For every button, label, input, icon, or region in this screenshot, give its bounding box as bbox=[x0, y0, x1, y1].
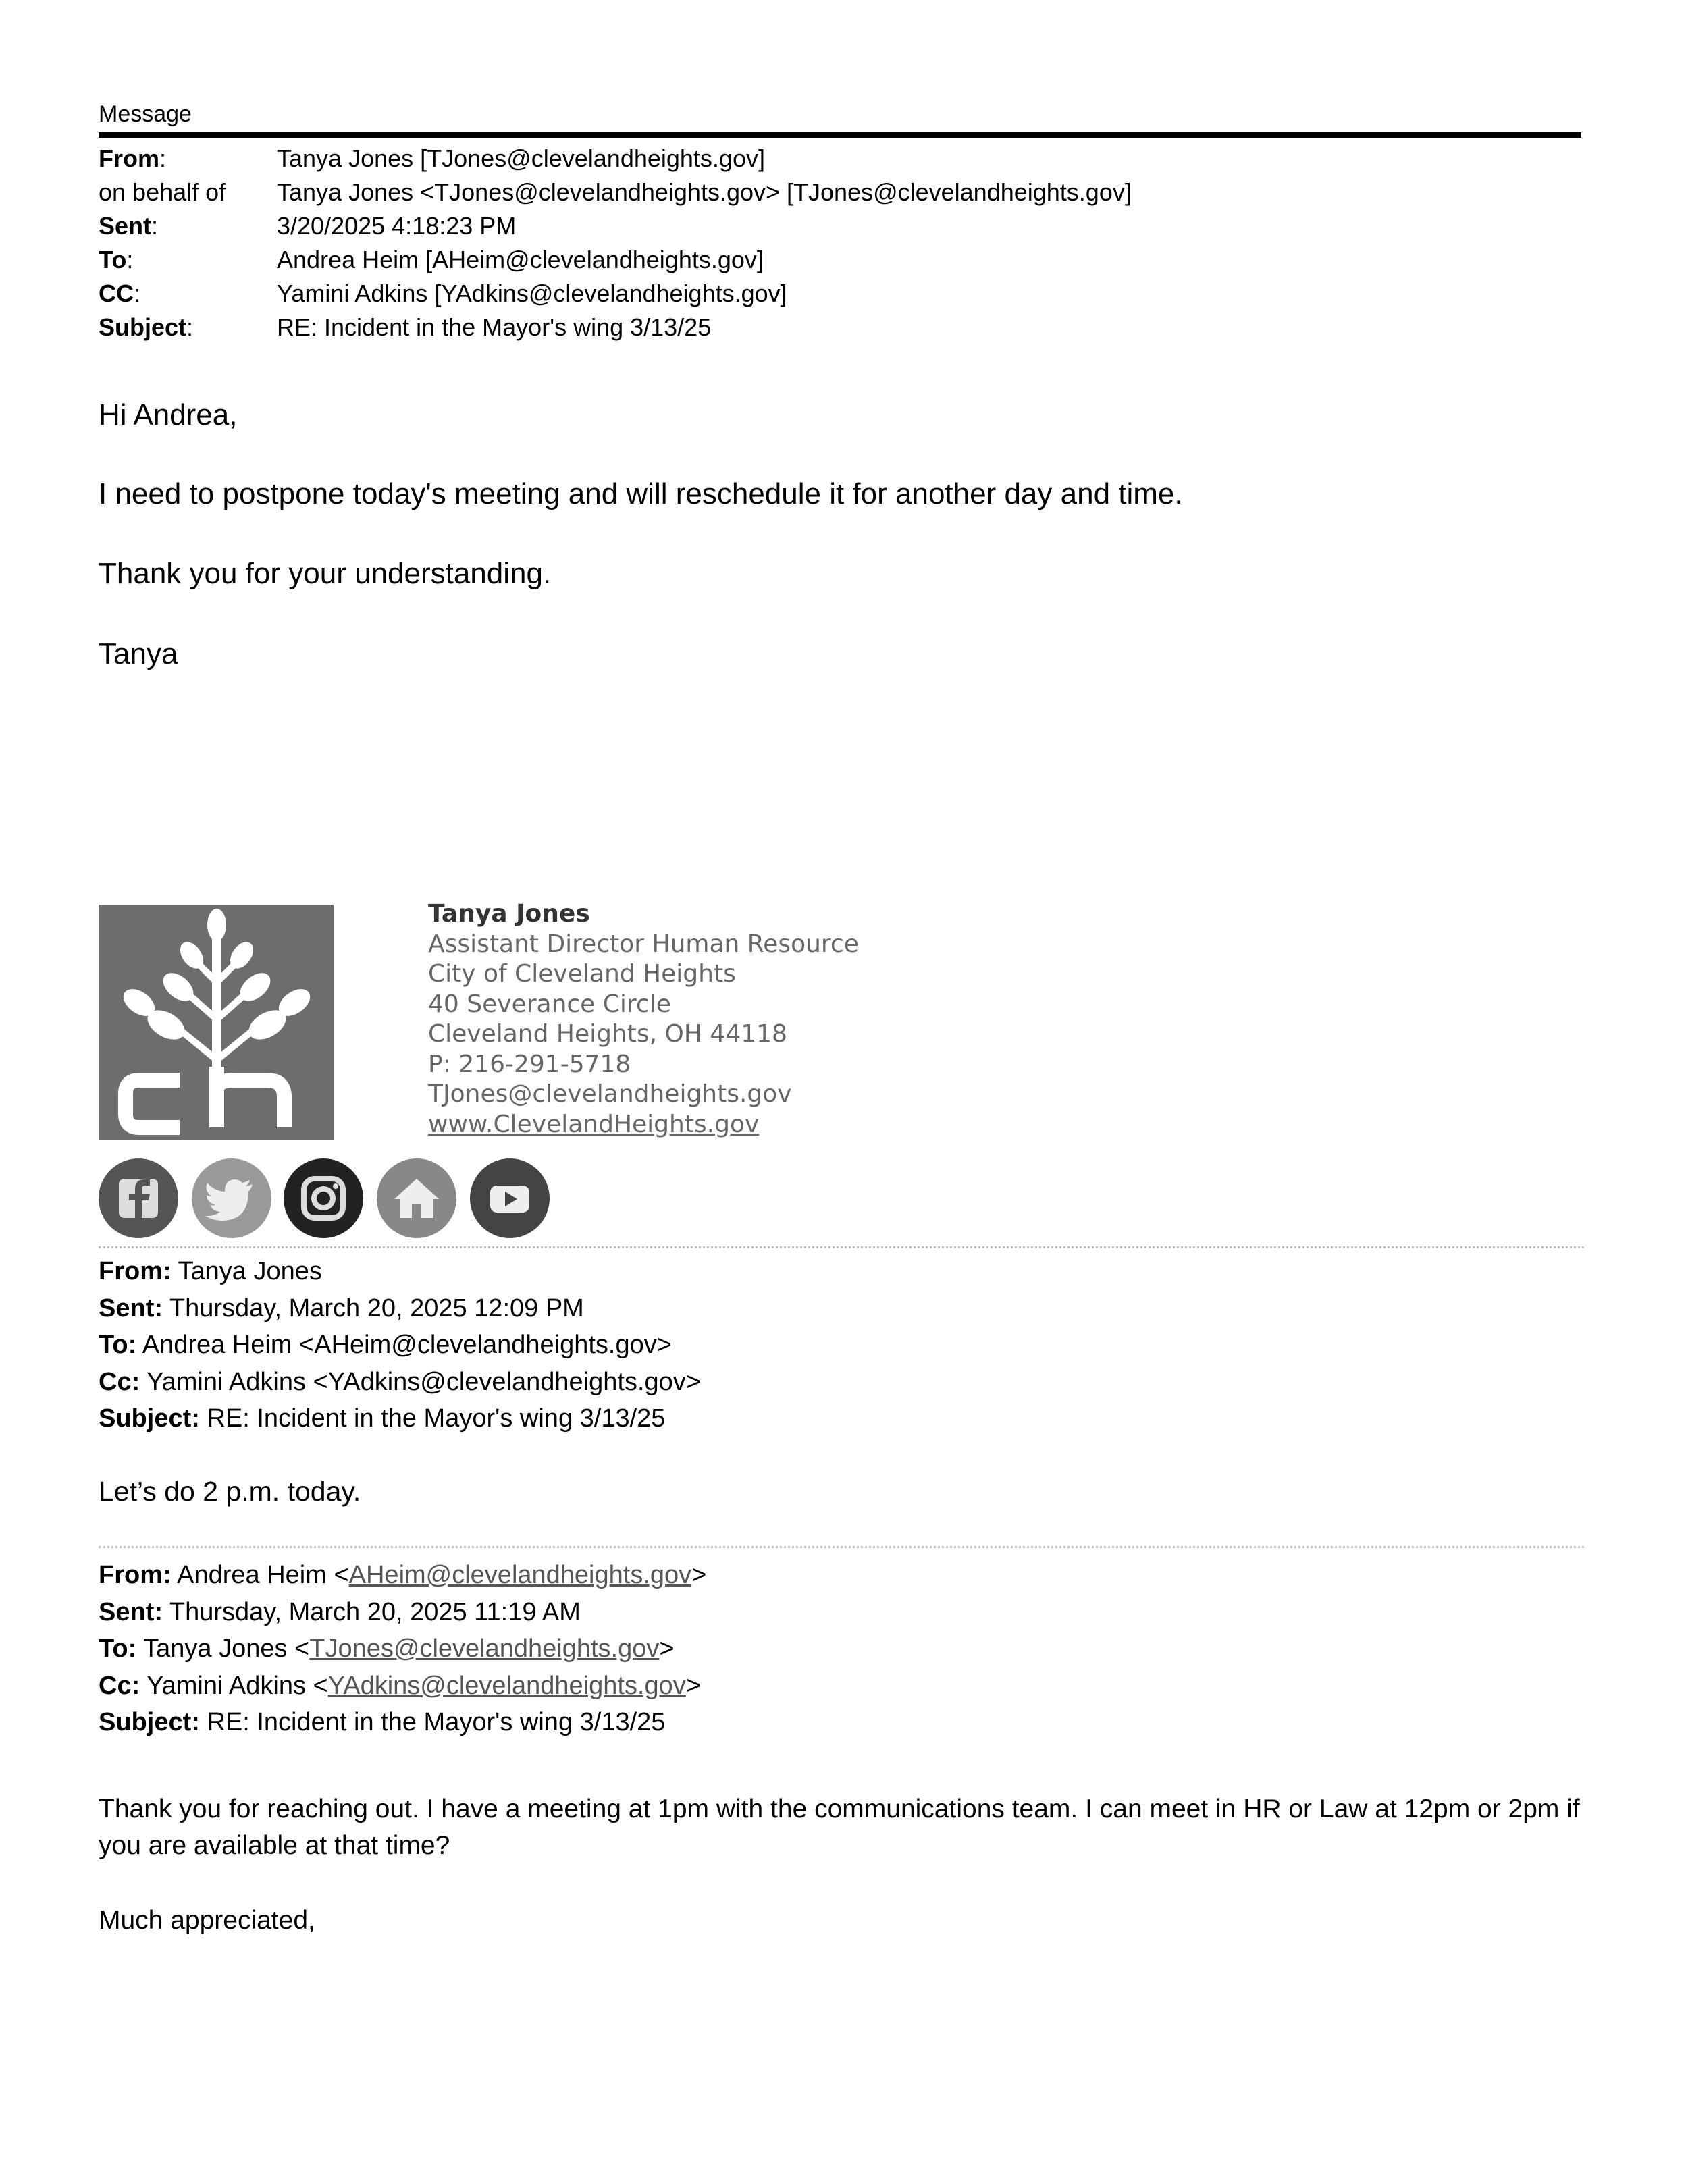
reply1-cc: Cc: Yamini Adkins <YAdkins@clevelandheights.gov> bbox=[99, 1367, 701, 1396]
instagram-icon[interactable] bbox=[282, 1157, 365, 1240]
reply1-headers bbox=[99, 1253, 701, 1437]
header-label: Subject: bbox=[99, 313, 194, 341]
header-value: Tanya Jones [TJones@clevelandheights.gov] bbox=[277, 144, 765, 172]
signature-address-2: Cleveland Heights, OH 44118 bbox=[428, 1020, 787, 1048]
twitter-icon[interactable] bbox=[190, 1157, 273, 1240]
reply2-to-email-link[interactable]: TJones@clevelandheights.gov bbox=[309, 1634, 660, 1663]
header-value: 3/20/2025 4:18:23 PM bbox=[277, 212, 517, 240]
header-label: on behalf of bbox=[99, 178, 226, 206]
reply2-from: From: Andrea Heim <AHeim@clevelandheights.gov> bbox=[99, 1561, 707, 1589]
facebook-icon[interactable] bbox=[97, 1157, 180, 1240]
reply2-headers bbox=[99, 1557, 706, 1741]
header-rule bbox=[99, 132, 1581, 138]
body-line-2: Thank you for your understanding. bbox=[99, 557, 552, 590]
reply2-cc: Cc: Yamini Adkins <YAdkins@clevelandheights.gov> bbox=[99, 1671, 701, 1700]
header-label: From: bbox=[99, 144, 167, 172]
header-value: RE: Incident in the Mayor's wing 3/13/25 bbox=[277, 313, 712, 341]
reply2-to: To: Tanya Jones <TJones@clevelandheights.gov> bbox=[99, 1634, 675, 1663]
reply2-subject: Subject: RE: Incident in the Mayor's wing 3/13/25 bbox=[99, 1708, 666, 1736]
reply2-cc-email-link[interactable]: YAdkins@clevelandheights.gov bbox=[327, 1671, 686, 1700]
body-line-1: I need to postpone today's meeting and will reschedule it for another day and time. bbox=[99, 477, 1183, 510]
reply1-from: From: Tanya Jones bbox=[99, 1257, 322, 1285]
signature-address-1: 40 Severance Circle bbox=[428, 990, 671, 1018]
header-label: To: bbox=[99, 246, 134, 273]
signature-org: City of Cleveland Heights bbox=[428, 960, 736, 988]
header-value: Yamini Adkins [YAdkins@clevelandheights.gov] bbox=[277, 279, 787, 307]
reply2-closing: Much appreciated, bbox=[99, 1906, 315, 1935]
email-signature bbox=[428, 899, 859, 1140]
reply1-body: Let’s do 2 p.m. today. bbox=[99, 1476, 361, 1507]
signature-email[interactable]: TJones@clevelandheights.gov bbox=[428, 1080, 792, 1108]
city-logo bbox=[99, 905, 334, 1140]
header-value: Andrea Heim [AHeim@clevelandheights.gov] bbox=[277, 246, 764, 273]
reply2-from-email-link[interactable]: AHeim@clevelandheights.gov bbox=[348, 1561, 692, 1589]
reply2-sent: Sent: Thursday, March 20, 2025 11:19 AM bbox=[99, 1597, 581, 1626]
home-icon[interactable] bbox=[375, 1157, 458, 1240]
greeting: Hi Andrea, bbox=[99, 398, 238, 431]
separator-line bbox=[99, 1246, 1584, 1248]
signature-title: Assistant Director Human Resource bbox=[428, 930, 859, 958]
header-label: CC: bbox=[99, 279, 141, 307]
signature-phone: P: 216-291-5718 bbox=[428, 1050, 631, 1078]
reply1-to: To: Andrea Heim <AHeim@clevelandheights.gov> bbox=[99, 1331, 672, 1359]
message-label: Message bbox=[99, 101, 192, 127]
header-value: Tanya Jones <TJones@clevelandheights.gov> [TJones@clevelandheights.gov] bbox=[277, 178, 1132, 206]
reply1-subject: Subject: RE: Incident in the Mayor's wing 3/13/25 bbox=[99, 1404, 666, 1433]
separator-line bbox=[99, 1546, 1584, 1548]
reply1-sent: Sent: Thursday, March 20, 2025 12:09 PM bbox=[99, 1294, 584, 1323]
header-label: Sent: bbox=[99, 212, 159, 240]
signature-website-link[interactable]: www.ClevelandHeights.gov bbox=[428, 1110, 760, 1138]
signoff: Tanya bbox=[99, 637, 178, 670]
reply2-body: Thank you for reaching out. I have a meeting at 1pm with the communications team. I can meet in HR or Law at 12pm or 2pm if you are available at that time? bbox=[99, 1794, 1580, 1860]
tree-logo-icon bbox=[99, 905, 334, 1140]
signature-name: Tanya Jones bbox=[428, 900, 590, 928]
youtube-icon[interactable] bbox=[469, 1157, 551, 1240]
